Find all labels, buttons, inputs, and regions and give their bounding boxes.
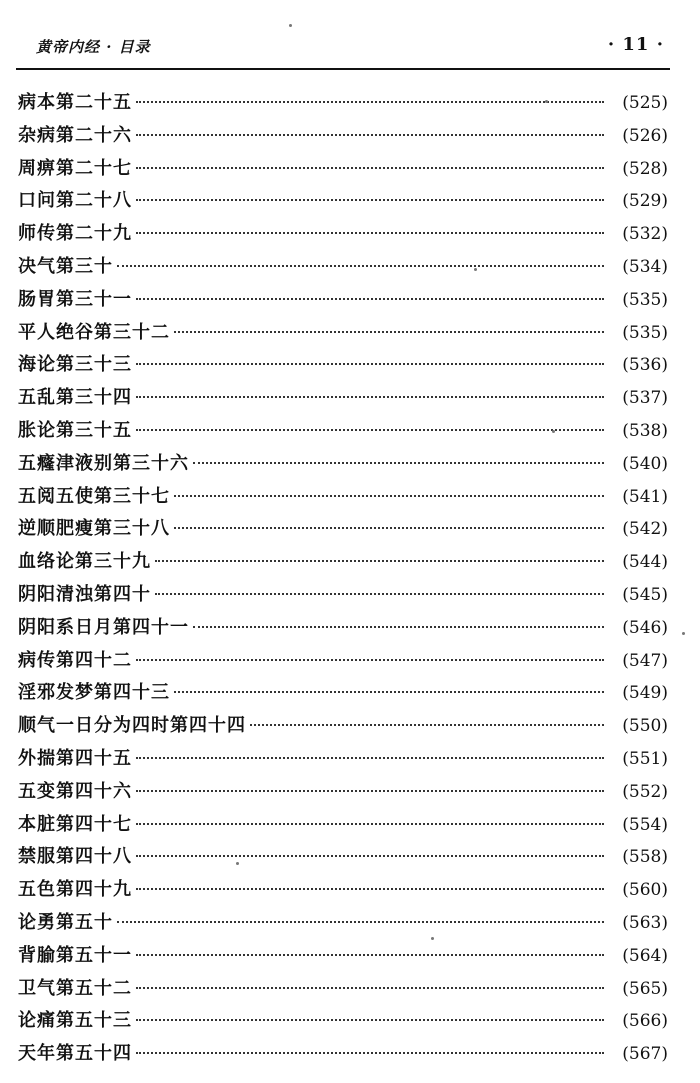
dot-leader <box>250 724 604 726</box>
toc-entry-page: (542) <box>622 519 668 540</box>
dot-leader <box>136 298 604 300</box>
scan-speck <box>545 100 548 103</box>
toc-entry-page: (545) <box>622 584 668 605</box>
toc-entry-title: 阴阳清浊第四十 <box>18 583 151 605</box>
toc-entry <box>18 285 668 318</box>
toc-entry <box>18 646 668 679</box>
toc-entry-page: (549) <box>622 683 668 704</box>
toc-entry <box>18 350 668 383</box>
toc-entry-title: 背腧第五十一 <box>18 944 132 966</box>
toc-entry-title: 平人绝谷第三十二 <box>18 321 170 343</box>
toc-entry <box>18 318 668 351</box>
toc-entry-title: 逆顺肥瘦第三十八 <box>18 518 170 540</box>
toc-entry-page: (563) <box>622 912 668 933</box>
toc-entry-page: (535) <box>622 322 668 343</box>
dot-leader <box>136 987 604 989</box>
toc-entry-title: 论痛第五十三 <box>18 1010 132 1032</box>
running-title: 黄帝内经 · 目录 <box>36 38 151 56</box>
toc-entry-page: (564) <box>622 945 668 966</box>
dot-leader <box>136 167 604 169</box>
dot-leader <box>136 199 604 201</box>
toc-entry-page: (558) <box>622 847 668 868</box>
toc-entry <box>18 547 668 580</box>
toc-entry-page: (534) <box>622 256 668 277</box>
dot-leader <box>136 363 604 365</box>
page-number: · 11 · <box>607 34 664 55</box>
toc-entry <box>18 252 668 285</box>
dot-leader <box>193 462 604 464</box>
toc-entry-page: (547) <box>622 650 668 671</box>
toc-entry-page: (528) <box>622 158 668 179</box>
toc-entry-page: (546) <box>622 617 668 638</box>
toc-entry-page: (565) <box>622 978 668 999</box>
toc-entry-title: 血络论第三十九 <box>18 551 151 573</box>
toc-entry <box>18 974 668 1007</box>
toc-entry-page: (537) <box>622 388 668 409</box>
dot-leader <box>136 855 604 857</box>
toc-entry-page: (540) <box>622 453 668 474</box>
toc-entry-page: (552) <box>622 781 668 802</box>
dot-leader <box>136 429 604 431</box>
toc-entry <box>18 121 668 154</box>
toc-entry <box>18 941 668 974</box>
toc-entry <box>18 88 668 121</box>
table-of-contents <box>18 88 668 1072</box>
toc-entry <box>18 449 668 482</box>
toc-entry-page: (544) <box>622 552 668 573</box>
toc-entry <box>18 219 668 252</box>
toc-entry <box>18 842 668 875</box>
toc-entry-title: 师传第二十九 <box>18 223 132 245</box>
scan-speck <box>474 268 477 271</box>
toc-entry <box>18 678 668 711</box>
toc-entry-page: (566) <box>622 1011 668 1032</box>
toc-entry <box>18 777 668 810</box>
dot-leader <box>117 265 604 267</box>
toc-entry <box>18 186 668 219</box>
dot-leader <box>136 757 604 759</box>
running-header <box>30 34 666 60</box>
dot-leader <box>155 560 604 562</box>
dot-leader <box>136 396 604 398</box>
toc-entry-page: (526) <box>622 125 668 146</box>
toc-entry-page: (554) <box>622 814 668 835</box>
toc-entry <box>18 482 668 515</box>
toc-entry-page: (536) <box>622 355 668 376</box>
dot-leader <box>193 626 604 628</box>
toc-entry-title: 五乱第三十四 <box>18 387 132 409</box>
dot-leader <box>174 527 604 529</box>
toc-entry-title: 决气第三十 <box>18 255 113 277</box>
toc-entry-title: 禁服第四十八 <box>18 846 132 868</box>
scan-speck <box>682 632 685 635</box>
dot-leader <box>136 1019 604 1021</box>
dot-leader <box>155 593 604 595</box>
toc-entry-title: 五变第四十六 <box>18 780 132 802</box>
toc-entry-title: 顺气一日分为四时第四十四 <box>18 715 246 737</box>
toc-entry <box>18 514 668 547</box>
toc-entry-title: 卫气第五十二 <box>18 977 132 999</box>
toc-entry-page: (560) <box>622 880 668 901</box>
toc-entry-title: 病传第四十二 <box>18 649 132 671</box>
toc-entry-page: (529) <box>622 191 668 212</box>
header-rule <box>16 68 670 70</box>
toc-entry <box>18 580 668 613</box>
toc-entry-title: 阴阳系日月第四十一 <box>18 616 189 638</box>
toc-entry-page: (538) <box>622 420 668 441</box>
toc-entry-title: 胀论第三十五 <box>18 419 132 441</box>
toc-entry-title: 天年第五十四 <box>18 1043 132 1065</box>
scan-speck <box>431 937 434 940</box>
toc-entry-title: 本脏第四十七 <box>18 813 132 835</box>
toc-entry-page: (535) <box>622 289 668 310</box>
toc-entry <box>18 711 668 744</box>
dot-leader <box>136 888 604 890</box>
toc-entry <box>18 875 668 908</box>
toc-entry-title: 外揣第四十五 <box>18 747 132 769</box>
scan-speck <box>552 430 555 433</box>
toc-entry-page: (525) <box>622 93 668 113</box>
scan-speck <box>289 24 292 27</box>
toc-entry-title: 周痹第二十七 <box>18 157 132 179</box>
scan-speck <box>236 862 239 865</box>
toc-entry <box>18 908 668 941</box>
toc-entry <box>18 1039 668 1072</box>
toc-entry-page: (567) <box>622 1044 668 1065</box>
toc-entry-title: 论勇第五十 <box>18 911 113 933</box>
dot-leader <box>136 790 604 792</box>
toc-entry-page: (551) <box>622 748 668 769</box>
dot-leader <box>136 659 604 661</box>
toc-entry <box>18 383 668 416</box>
dot-leader <box>136 134 604 136</box>
toc-entry <box>18 613 668 646</box>
toc-entry <box>18 1006 668 1039</box>
dot-leader <box>136 101 604 103</box>
toc-entry <box>18 810 668 843</box>
dot-leader <box>174 495 604 497</box>
toc-entry-title: 五阅五使第三十七 <box>18 485 170 507</box>
dot-leader <box>136 954 604 956</box>
toc-entry-title: 肠胃第三十一 <box>18 288 132 310</box>
toc-entry-title: 五癃津液别第三十六 <box>18 452 189 474</box>
toc-entry <box>18 154 668 187</box>
dot-leader <box>136 232 604 234</box>
toc-entry <box>18 416 668 449</box>
toc-entry-title: 病本第二十五 <box>18 92 132 113</box>
dot-leader <box>174 331 604 333</box>
dot-leader <box>174 691 604 693</box>
dot-leader <box>136 823 604 825</box>
toc-entry-title: 海论第三十三 <box>18 354 132 376</box>
toc-entry-page: (550) <box>622 716 668 737</box>
toc-entry-page: (532) <box>622 224 668 245</box>
toc-entry-title: 淫邪发梦第四十三 <box>18 682 170 704</box>
toc-entry-title: 五色第四十九 <box>18 879 132 901</box>
dot-leader <box>136 1052 604 1054</box>
dot-leader <box>117 921 604 923</box>
toc-entry <box>18 744 668 777</box>
toc-entry-title: 杂病第二十六 <box>18 124 132 146</box>
toc-entry-page: (541) <box>622 486 668 507</box>
toc-entry-title: 口问第二十八 <box>18 190 132 212</box>
